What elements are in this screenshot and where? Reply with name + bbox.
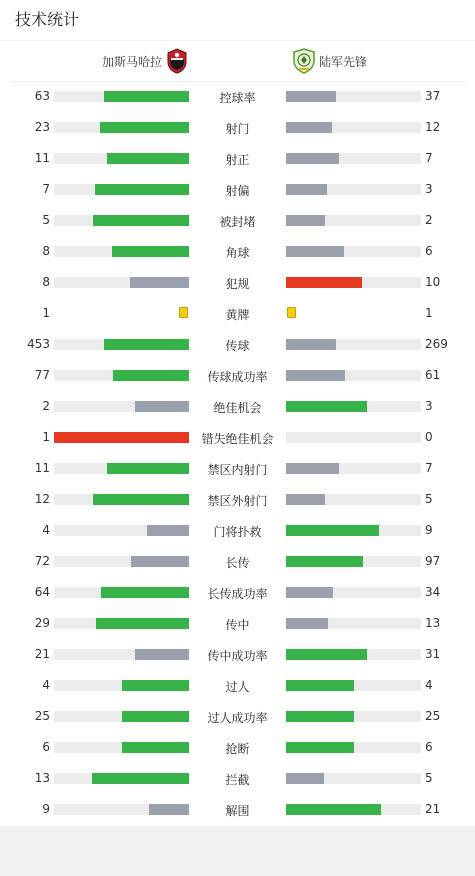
away-stat-bar-fill — [286, 184, 327, 195]
away-team-logo-icon — [292, 48, 316, 74]
home-stat-value: 63 — [34, 89, 50, 103]
stat-row — [0, 670, 475, 701]
stat-label: 错失绝佳机会 — [201, 432, 274, 446]
stat-row — [0, 298, 475, 329]
stat-label: 过人成功率 — [207, 711, 268, 725]
away-stat-bar-track — [286, 680, 421, 691]
yellow-card-icon — [287, 307, 296, 318]
away-stat-value: 97 — [425, 554, 441, 568]
home-stat-bar-track — [54, 153, 189, 164]
stat-row — [0, 701, 475, 732]
away-stat-bar-track — [286, 711, 421, 722]
home-stat-value: 4 — [42, 678, 50, 692]
stat-row — [0, 484, 475, 515]
home-stat-bar-fill — [112, 246, 189, 257]
home-stat-bar-fill — [122, 680, 190, 691]
stat-row — [0, 205, 475, 236]
stat-label: 角球 — [225, 246, 250, 260]
away-stat-bar-track — [286, 742, 421, 753]
stat-label: 传球 — [225, 339, 250, 353]
home-stat-bar-track — [54, 339, 189, 350]
away-stat-bar-track — [286, 804, 421, 815]
away-stat-bar-track — [286, 773, 421, 784]
away-stat-bar-fill — [286, 494, 325, 505]
home-stat-value: 11 — [34, 151, 50, 165]
stat-row — [0, 577, 475, 608]
stat-row — [0, 639, 475, 670]
home-stat-value: 5 — [42, 213, 50, 227]
away-stat-bar-track — [286, 649, 421, 660]
home-stat-bar-fill — [135, 401, 189, 412]
home-stat-value: 7 — [42, 182, 50, 196]
away-stat-bar-fill — [286, 525, 379, 536]
away-stat-bar-track — [286, 91, 421, 102]
away-stat-bar-fill — [286, 618, 328, 629]
home-stat-value: 4 — [42, 523, 50, 537]
away-stat-bar-fill — [286, 277, 362, 288]
home-stat-value: 1 — [42, 430, 50, 444]
away-stat-bar-track — [286, 184, 421, 195]
home-stat-bar-track — [54, 246, 189, 257]
home-stat-value: 1 — [42, 306, 50, 320]
home-stat-value: 2 — [42, 399, 50, 413]
home-stat-bar-track — [54, 122, 189, 133]
home-stat-value: 77 — [34, 368, 50, 382]
stat-label: 禁区内射门 — [207, 463, 268, 477]
stat-row — [0, 794, 475, 825]
home-stat-bar-track — [54, 773, 189, 784]
home-stat-bar-track — [54, 649, 189, 660]
home-stat-bar-track — [54, 91, 189, 102]
home-stat-value: 11 — [34, 461, 50, 475]
stat-row — [0, 112, 475, 143]
away-stat-bar-track — [286, 494, 421, 505]
stat-label: 长传成功率 — [207, 587, 268, 601]
stat-label: 控球率 — [219, 91, 256, 105]
home-stat-bar-fill — [95, 184, 190, 195]
stat-row — [0, 763, 475, 794]
home-stat-bar-fill — [107, 153, 189, 164]
home-stat-bar-fill — [93, 215, 189, 226]
home-stat-bar-fill — [100, 122, 189, 133]
away-stat-value: 2 — [425, 213, 433, 227]
away-stat-value: 3 — [425, 399, 433, 413]
home-stat-bar-track — [54, 587, 189, 598]
home-stat-bar-track — [54, 463, 189, 474]
home-stat-value: 8 — [42, 244, 50, 258]
away-stat-value: 12 — [425, 120, 441, 134]
away-stat-bar-fill — [286, 680, 354, 691]
away-stat-bar-fill — [286, 370, 345, 381]
home-stat-value: 8 — [42, 275, 50, 289]
away-stat-bar-track — [286, 339, 421, 350]
home-stat-bar-fill — [122, 711, 190, 722]
away-stat-bar-track — [286, 277, 421, 288]
away-stat-value: 9 — [425, 523, 433, 537]
stat-row — [0, 391, 475, 422]
away-stat-value: 7 — [425, 151, 433, 165]
away-stat-bar-fill — [286, 153, 339, 164]
away-stat-bar-track — [286, 122, 421, 133]
away-stat-bar-track — [286, 370, 421, 381]
away-stat-value: 3 — [425, 182, 433, 196]
stat-label: 传中成功率 — [207, 649, 268, 663]
stat-row — [0, 267, 475, 298]
away-stat-bar-fill — [286, 649, 367, 660]
home-stat-bar-fill — [101, 587, 189, 598]
away-stat-bar-fill — [286, 401, 367, 412]
home-stat-bar-track — [54, 711, 189, 722]
away-stat-bar-fill — [286, 463, 339, 474]
away-stat-value: 25 — [425, 709, 441, 723]
away-stat-value: 5 — [425, 492, 433, 506]
home-stat-bar-track — [54, 277, 189, 288]
away-stat-bar-fill — [286, 742, 354, 753]
away-stat-bar-fill — [286, 246, 344, 257]
stat-row — [0, 329, 475, 360]
home-stat-value: 453 — [27, 337, 50, 351]
home-stat-bar-track — [54, 618, 189, 629]
home-stat-bar-fill — [92, 773, 189, 784]
page-title: 技术统计 — [15, 10, 80, 29]
home-stat-value: 23 — [34, 120, 50, 134]
stat-label: 射偏 — [225, 184, 250, 198]
home-stat-value: 12 — [34, 492, 50, 506]
stat-row — [0, 422, 475, 453]
yellow-card-icon — [179, 307, 188, 318]
stat-label: 传球成功率 — [207, 370, 268, 384]
away-stat-bar-track — [286, 215, 421, 226]
home-stat-bar-fill — [113, 370, 189, 381]
home-stat-bar-fill — [104, 91, 189, 102]
home-team-logo-icon — [166, 48, 188, 74]
stat-label: 犯规 — [225, 277, 250, 291]
away-stat-value: 6 — [425, 244, 433, 258]
away-stat-value: 37 — [425, 89, 441, 103]
home-stat-bar-track — [54, 556, 189, 567]
stat-label: 长传 — [225, 556, 250, 570]
away-stat-bar-fill — [286, 215, 325, 226]
stat-row — [0, 236, 475, 267]
away-stat-bar-fill — [286, 91, 336, 102]
away-stat-value: 13 — [425, 616, 441, 630]
away-stat-value: 269 — [425, 337, 448, 351]
home-stat-bar-fill — [107, 463, 189, 474]
away-stat-bar-track — [286, 556, 421, 567]
home-stat-bar-track — [54, 525, 189, 536]
stat-label: 拦截 — [225, 773, 250, 787]
stat-row — [0, 81, 475, 112]
stat-label: 射门 — [225, 122, 250, 136]
away-stat-bar-fill — [286, 556, 363, 567]
away-stat-bar-track — [286, 432, 421, 443]
home-stat-bar-fill — [130, 277, 189, 288]
stat-row — [0, 453, 475, 484]
away-stat-value: 6 — [425, 740, 433, 754]
stat-row — [0, 608, 475, 639]
home-stat-bar-fill — [54, 432, 189, 443]
stat-label: 黄牌 — [225, 308, 250, 322]
stat-row — [0, 515, 475, 546]
home-stat-bar-track — [54, 370, 189, 381]
away-stat-value: 1 — [425, 306, 433, 320]
stat-row — [0, 546, 475, 577]
home-stat-value: 21 — [34, 647, 50, 661]
away-stat-bar-track — [286, 525, 421, 536]
away-stat-bar-fill — [286, 122, 332, 133]
home-stat-bar-track — [54, 680, 189, 691]
home-stat-bar-fill — [93, 494, 189, 505]
home-team-name: 加斯马哈拉 — [101, 55, 162, 69]
away-stat-value: 61 — [425, 368, 441, 382]
home-stat-value: 13 — [34, 771, 50, 785]
home-stat-bar-fill — [147, 525, 189, 536]
stat-label: 抢断 — [225, 742, 250, 756]
away-stat-bar-track — [286, 246, 421, 257]
stat-label: 过人 — [225, 680, 250, 694]
away-stat-bar-fill — [286, 587, 333, 598]
stat-row — [0, 732, 475, 763]
home-stat-value: 25 — [34, 709, 50, 723]
home-stat-value: 29 — [34, 616, 50, 630]
away-stat-value: 5 — [425, 771, 433, 785]
stat-label: 解围 — [225, 804, 250, 818]
away-stat-bar-fill — [286, 804, 381, 815]
home-stat-bar-track — [54, 184, 189, 195]
away-stat-value: 31 — [425, 647, 441, 661]
away-stat-value: 10 — [425, 275, 441, 289]
home-stat-bar-track — [54, 401, 189, 412]
stat-label: 门将扑救 — [213, 525, 262, 539]
stat-label: 禁区外射门 — [207, 494, 268, 508]
home-stat-value: 72 — [34, 554, 50, 568]
home-stat-bar-track — [54, 432, 189, 443]
away-stat-bar-track — [286, 153, 421, 164]
home-stat-bar-fill — [131, 556, 189, 567]
home-stat-bar-fill — [122, 742, 190, 753]
away-stat-value: 0 — [425, 430, 433, 444]
stat-label: 传中 — [225, 618, 250, 632]
away-stat-bar-track — [286, 463, 421, 474]
stat-row — [0, 174, 475, 205]
home-stat-bar-fill — [104, 339, 189, 350]
away-team-name: 陆军先锋 — [319, 55, 368, 69]
away-stat-bar-track — [286, 618, 421, 629]
away-stat-bar-track — [286, 401, 421, 412]
away-stat-bar-fill — [286, 339, 336, 350]
away-stat-bar-track — [286, 587, 421, 598]
stats-list — [0, 81, 475, 825]
home-stat-bar-track — [54, 215, 189, 226]
away-stat-value: 21 — [425, 802, 441, 816]
away-stat-bar-fill — [286, 711, 354, 722]
home-stat-bar-track — [54, 742, 189, 753]
home-stat-bar-track — [54, 804, 189, 815]
teams-header — [0, 41, 475, 81]
away-stat-value: 34 — [425, 585, 441, 599]
home-stat-value: 64 — [34, 585, 50, 599]
away-stat-value: 7 — [425, 461, 433, 475]
stat-label: 射正 — [225, 153, 250, 167]
home-stat-bar-fill — [149, 804, 190, 815]
home-stat-value: 9 — [42, 802, 50, 816]
away-stat-value: 4 — [425, 678, 433, 692]
home-stat-bar-fill — [96, 618, 189, 629]
stat-label: 绝佳机会 — [213, 401, 262, 415]
away-stat-bar-fill — [286, 773, 324, 784]
home-stat-value: 6 — [42, 740, 50, 754]
stat-row — [0, 143, 475, 174]
home-stat-bar-track — [54, 494, 189, 505]
stat-row — [0, 360, 475, 391]
stat-label: 被封堵 — [219, 215, 256, 229]
home-stat-bar-fill — [135, 649, 189, 660]
